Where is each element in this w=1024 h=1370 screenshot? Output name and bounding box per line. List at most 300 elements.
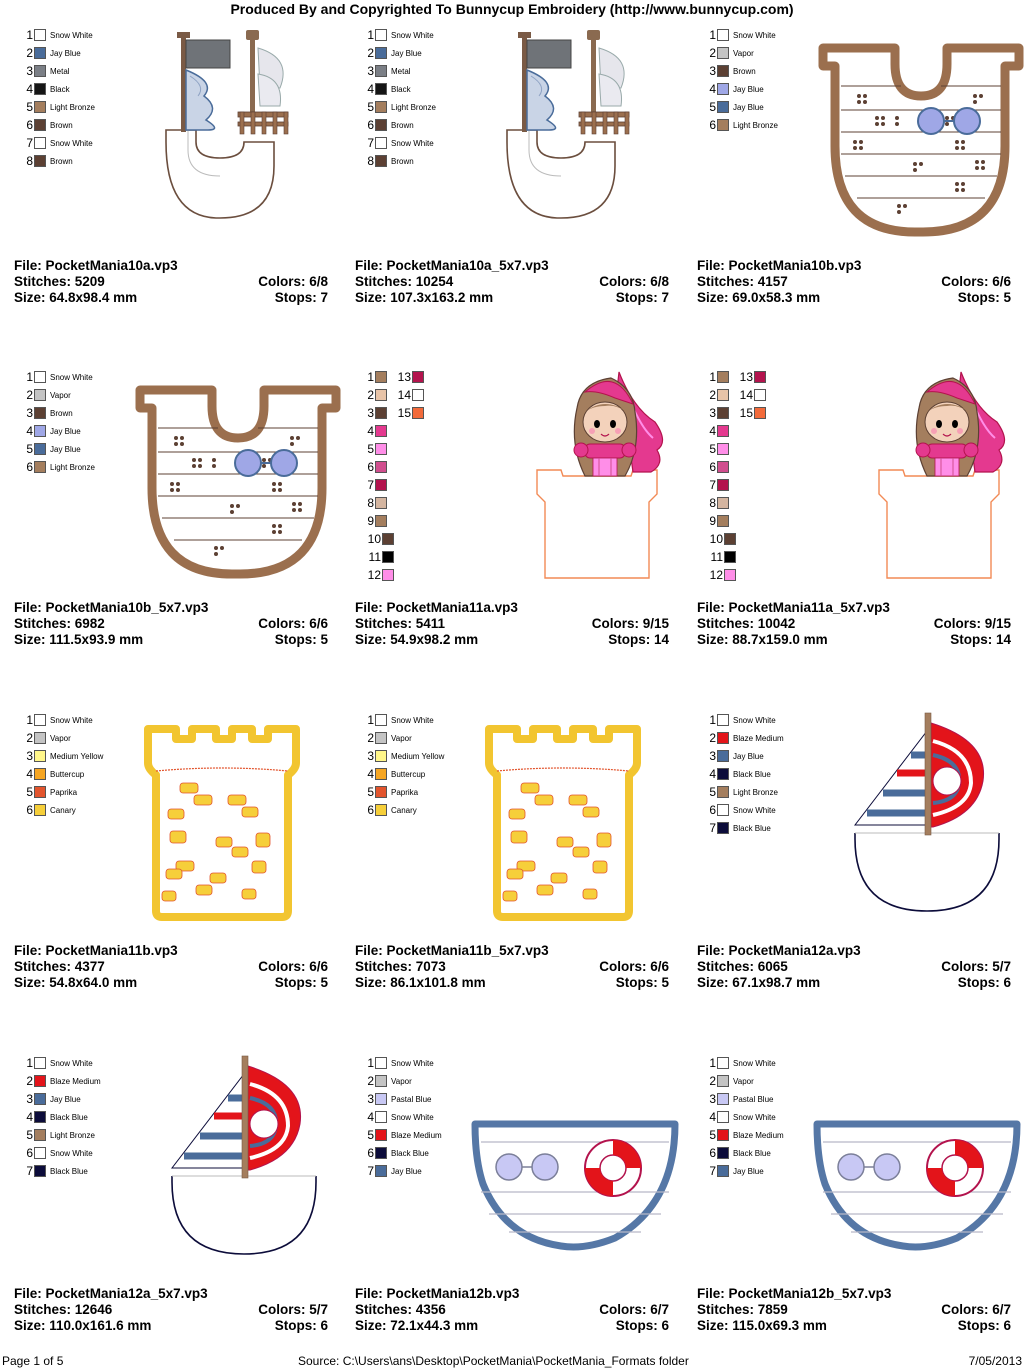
color-number: 9	[709, 514, 716, 528]
color-swatch	[717, 83, 729, 95]
stop-count: 5	[320, 975, 328, 990]
color-number: 13	[739, 370, 753, 384]
color-row	[20, 783, 103, 801]
design-size: 72.1x44.3 mm	[390, 1318, 479, 1333]
color-number: 5	[367, 1128, 374, 1142]
color-count: 6/7	[992, 1302, 1011, 1317]
file-name: PocketMania11b_5x7.vp3	[386, 943, 549, 958]
size-label: Size:	[355, 632, 391, 647]
color-swatch	[34, 1147, 46, 1159]
stops-label: Stops:	[957, 1318, 1004, 1333]
color-name: Brown	[50, 408, 73, 418]
color-number: 5	[709, 442, 716, 456]
color-number: 11	[368, 550, 381, 564]
file-label: File:	[14, 258, 46, 273]
color-number: 8	[367, 496, 374, 510]
stitch-count: 4377	[74, 959, 105, 974]
stitch-count: 7859	[757, 1302, 788, 1317]
color-row	[361, 80, 436, 98]
color-row	[703, 747, 784, 765]
color-swatch	[375, 1057, 387, 1069]
size-label: Size:	[355, 290, 391, 305]
design-info	[697, 1286, 1011, 1334]
stitch-count: 4157	[757, 274, 788, 289]
color-name: Black Blue	[733, 823, 771, 833]
color-name: Jay Blue	[50, 1094, 81, 1104]
colors-label: Colors:	[599, 274, 651, 289]
color-swatch	[754, 389, 766, 401]
color-number: 1	[367, 1056, 374, 1070]
color-count: 9/15	[642, 616, 669, 631]
color-row	[703, 98, 778, 116]
color-name: Snow White	[733, 715, 776, 725]
color-name: Buttercup	[391, 769, 426, 779]
color-name: Jay Blue	[391, 1166, 422, 1176]
color-swatch	[34, 768, 46, 780]
size-label: Size:	[14, 975, 50, 990]
color-name: Snow White	[391, 138, 434, 148]
file-name: PocketMania11a.vp3	[386, 600, 518, 615]
color-row	[361, 747, 444, 765]
colors-label: Colors:	[941, 959, 993, 974]
color-name: Snow White	[391, 1112, 434, 1122]
color-number: 4	[26, 767, 33, 781]
color-name: Vapor	[50, 390, 71, 400]
stops-label: Stops:	[615, 1318, 662, 1333]
color-swatch	[34, 47, 46, 59]
color-swatch	[375, 786, 387, 798]
size-label: Size:	[697, 975, 733, 990]
color-number: 10	[367, 532, 381, 546]
color-row	[361, 368, 428, 386]
file-label: File:	[355, 600, 387, 615]
color-name: Snow White	[50, 1058, 93, 1068]
color-row	[20, 368, 95, 386]
color-swatch	[375, 83, 387, 95]
color-swatch	[375, 515, 387, 527]
color-name: Canary	[391, 805, 417, 815]
color-name: Black	[391, 84, 411, 94]
color-name: Brown	[50, 156, 73, 166]
color-swatch	[375, 714, 387, 726]
stitch-count: 4356	[415, 1302, 446, 1317]
color-row	[703, 386, 770, 404]
color-row	[361, 1144, 442, 1162]
stops-label: Stops:	[615, 975, 662, 990]
design-card	[697, 685, 1024, 1025]
color-swatch	[34, 101, 46, 113]
design-artwork	[124, 368, 344, 588]
color-swatch	[375, 407, 387, 419]
color-number: 4	[709, 1110, 716, 1124]
size-label: Size:	[697, 1318, 733, 1333]
file-label: File:	[355, 943, 387, 958]
color-name: Black Blue	[391, 1148, 429, 1158]
stop-count: 5	[661, 975, 669, 990]
color-row	[20, 386, 95, 404]
design-artwork	[124, 26, 344, 246]
color-swatch	[375, 155, 387, 167]
color-number: 3	[709, 406, 716, 420]
color-name: Jay Blue	[733, 102, 764, 112]
source-path: Source: C:\Users\ans\Desktop\PocketMania\PocketMania_Formats folder	[298, 1354, 689, 1368]
color-name: Jay Blue	[733, 1166, 764, 1176]
color-row	[703, 1126, 784, 1144]
color-number: 2	[367, 388, 374, 402]
color-swatch	[717, 65, 729, 77]
color-number: 4	[367, 767, 374, 781]
color-row	[20, 1054, 101, 1072]
color-swatch	[382, 551, 394, 563]
design-size: 54.9x98.2 mm	[390, 632, 479, 647]
color-row	[703, 783, 784, 801]
color-name: Black Blue	[50, 1112, 88, 1122]
color-number: 3	[26, 1092, 33, 1106]
stop-count: 7	[320, 290, 328, 305]
color-swatch	[717, 768, 729, 780]
color-swatch	[34, 461, 46, 473]
color-row	[703, 1162, 784, 1180]
file-name: PocketMania12a.vp3	[728, 943, 861, 958]
colors-label: Colors:	[258, 959, 310, 974]
color-swatch	[375, 497, 387, 509]
color-row	[20, 747, 103, 765]
color-number: 7	[709, 1164, 716, 1178]
color-swatch	[34, 1075, 46, 1087]
color-row	[20, 98, 95, 116]
color-swatch	[34, 786, 46, 798]
color-swatch	[717, 714, 729, 726]
color-swatch	[717, 1075, 729, 1087]
color-name: Snow White	[50, 138, 93, 148]
size-label: Size:	[355, 1318, 391, 1333]
design-info	[355, 258, 669, 306]
stops-label: Stops:	[957, 290, 1004, 305]
design-info	[697, 600, 1011, 648]
color-row	[361, 476, 428, 494]
color-number: 7	[367, 136, 374, 150]
colors-label: Colors:	[941, 1302, 993, 1317]
design-info	[14, 943, 328, 991]
color-swatch	[717, 461, 729, 473]
color-number: 8	[26, 154, 33, 168]
stops-label: Stops:	[274, 632, 321, 647]
color-name: Vapor	[391, 733, 412, 743]
color-number: 3	[26, 64, 33, 78]
color-swatch	[724, 551, 736, 563]
colors-label: Colors:	[599, 1302, 651, 1317]
color-swatch	[34, 119, 46, 131]
file-label: File:	[697, 943, 729, 958]
color-count: 5/7	[992, 959, 1011, 974]
color-number: 3	[709, 64, 716, 78]
design-artwork	[807, 368, 1024, 588]
color-swatch	[717, 479, 729, 491]
color-swatch	[375, 65, 387, 77]
color-swatch	[375, 1147, 387, 1159]
color-number: 3	[709, 749, 716, 763]
design-info	[355, 943, 669, 991]
color-number: 3	[367, 64, 374, 78]
color-row	[20, 116, 95, 134]
design-card	[14, 0, 344, 340]
color-swatch	[34, 750, 46, 762]
color-swatch	[717, 750, 729, 762]
color-name: Black Blue	[733, 1148, 771, 1158]
color-name: Paprika	[50, 787, 78, 797]
color-number: 14	[397, 388, 411, 402]
color-row	[361, 494, 428, 512]
color-name: Jay Blue	[391, 48, 422, 58]
color-number: 8	[709, 496, 716, 510]
color-count: 6/8	[309, 274, 328, 289]
stops-label: Stops:	[957, 975, 1004, 990]
color-row	[361, 1108, 442, 1126]
stops-label: Stops:	[950, 632, 996, 647]
stop-count: 6	[661, 1318, 669, 1333]
design-size: 86.1x101.8 mm	[390, 975, 486, 990]
color-row	[20, 26, 95, 44]
color-swatch	[717, 101, 729, 113]
color-swatch	[375, 750, 387, 762]
stitch-count: 5209	[74, 274, 105, 289]
color-swatch	[34, 65, 46, 77]
size-label: Size:	[697, 290, 733, 305]
color-count: 6/6	[309, 616, 328, 631]
page-header: Produced By and Copyrighted To Bunnycup Embroidery (http://www.bunnycup.com)	[230, 1, 794, 17]
color-name: Black Blue	[50, 1166, 88, 1176]
print-date: 7/05/2013	[968, 1354, 1022, 1368]
color-number: 1	[709, 28, 716, 42]
design-info	[355, 1286, 669, 1334]
color-name: Snow White	[391, 715, 434, 725]
design-artwork	[465, 26, 685, 246]
design-size: 110.0x161.6 mm	[49, 1318, 152, 1333]
color-swatch	[717, 443, 729, 455]
color-number: 5	[26, 442, 33, 456]
stop-count: 6	[320, 1318, 328, 1333]
color-number: 7	[709, 821, 716, 835]
color-number: 1	[709, 370, 716, 384]
design-artwork	[124, 711, 344, 931]
color-swatch	[717, 497, 729, 509]
color-swatch	[375, 1111, 387, 1123]
color-name: Blaze Medium	[391, 1130, 442, 1140]
color-swatch	[34, 732, 46, 744]
color-name: Jay Blue	[50, 48, 81, 58]
color-name: Light Bronze	[50, 462, 95, 472]
color-number: 1	[26, 28, 33, 42]
color-name: Light Bronze	[50, 102, 95, 112]
color-palette	[703, 1054, 784, 1180]
color-swatch	[34, 371, 46, 383]
color-row	[361, 801, 444, 819]
design-info	[14, 258, 328, 306]
stitches-label: Stitches:	[355, 1302, 416, 1317]
color-row	[361, 783, 444, 801]
color-swatch	[34, 1111, 46, 1123]
color-swatch	[412, 371, 424, 383]
color-number: 6	[709, 460, 716, 474]
color-row	[20, 1072, 101, 1090]
color-swatch	[724, 533, 736, 545]
color-row	[361, 530, 428, 548]
stop-count: 14	[995, 632, 1011, 647]
color-number: 4	[709, 82, 716, 96]
stitch-count: 6065	[757, 959, 788, 974]
color-name: Snow White	[733, 1112, 776, 1122]
color-row	[703, 801, 784, 819]
color-number: 6	[26, 1146, 33, 1160]
color-swatch	[34, 407, 46, 419]
color-swatch	[724, 569, 736, 581]
colors-label: Colors:	[933, 616, 985, 631]
color-number: 12	[709, 568, 723, 582]
color-row	[361, 44, 436, 62]
color-name: Paprika	[391, 787, 419, 797]
color-swatch	[375, 768, 387, 780]
design-card	[355, 1028, 685, 1368]
color-name: Metal	[391, 66, 411, 76]
color-number: 6	[709, 1146, 716, 1160]
design-artwork	[124, 1054, 344, 1274]
color-count: 6/6	[309, 959, 328, 974]
color-swatch	[717, 119, 729, 131]
color-row	[703, 530, 770, 548]
color-row	[703, 458, 770, 476]
color-swatch	[375, 1075, 387, 1087]
color-row	[703, 1072, 784, 1090]
color-number: 12	[367, 568, 381, 582]
color-row	[703, 1090, 784, 1108]
color-palette	[703, 711, 784, 837]
color-number: 6	[367, 803, 374, 817]
color-row	[703, 26, 778, 44]
color-name: Snow White	[50, 715, 93, 725]
color-name: Jay Blue	[50, 426, 81, 436]
color-number: 5	[26, 1128, 33, 1142]
design-info	[697, 258, 1011, 306]
color-swatch	[717, 1129, 729, 1141]
color-row	[361, 26, 436, 44]
color-number: 6	[367, 460, 374, 474]
stops-label: Stops:	[274, 290, 321, 305]
color-row	[361, 404, 428, 422]
color-number: 7	[709, 478, 716, 492]
color-number: 13	[397, 370, 411, 384]
design-artwork	[807, 26, 1024, 246]
design-info	[697, 943, 1011, 991]
color-swatch	[717, 1057, 729, 1069]
color-row	[361, 116, 436, 134]
stitch-count: 7073	[415, 959, 446, 974]
color-name: Vapor	[733, 48, 754, 58]
stitches-label: Stitches:	[14, 1302, 75, 1317]
stitches-label: Stitches:	[355, 959, 416, 974]
file-label: File:	[14, 943, 46, 958]
color-row	[361, 765, 444, 783]
color-name: Jay Blue	[50, 444, 81, 454]
color-swatch	[375, 371, 387, 383]
design-card	[697, 1028, 1024, 1368]
color-number: 1	[709, 1056, 716, 1070]
design-artwork	[807, 711, 1024, 931]
color-number: 1	[367, 28, 374, 42]
size-label: Size:	[14, 1318, 50, 1333]
design-size: 88.7x159.0 mm	[732, 632, 828, 647]
color-swatch	[34, 137, 46, 149]
color-swatch	[717, 1111, 729, 1123]
stitch-count: 5411	[415, 616, 446, 631]
color-name: Snow White	[733, 30, 776, 40]
stitches-label: Stitches:	[14, 274, 75, 289]
color-row	[703, 729, 784, 747]
color-name: Brown	[50, 120, 73, 130]
file-name: PocketMania10a.vp3	[45, 258, 178, 273]
color-row	[20, 711, 103, 729]
design-size: 69.0x58.3 mm	[732, 290, 821, 305]
design-artwork	[465, 1054, 685, 1274]
color-row	[703, 512, 770, 530]
color-row	[361, 729, 444, 747]
file-name: PocketMania11a_5x7.vp3	[728, 600, 890, 615]
color-number: 3	[709, 1092, 716, 1106]
color-row	[361, 386, 428, 404]
color-name: Buttercup	[50, 769, 85, 779]
color-number: 4	[26, 424, 33, 438]
color-name: Medium Yellow	[50, 751, 104, 761]
color-row	[20, 458, 95, 476]
color-swatch	[375, 732, 387, 744]
color-swatch	[34, 29, 46, 41]
color-count: 9/15	[984, 616, 1011, 631]
color-swatch	[375, 389, 387, 401]
color-row	[20, 80, 95, 98]
color-row	[361, 512, 428, 530]
color-number: 15	[739, 406, 753, 420]
color-row	[20, 62, 95, 80]
color-row	[361, 1090, 442, 1108]
color-swatch	[34, 1057, 46, 1069]
color-row	[361, 566, 428, 584]
color-row	[361, 1162, 442, 1180]
color-row	[361, 1126, 442, 1144]
color-number: 8	[367, 154, 374, 168]
color-row	[20, 801, 103, 819]
color-swatch	[717, 407, 729, 419]
colors-label: Colors:	[258, 616, 310, 631]
color-number: 5	[26, 785, 33, 799]
color-swatch	[754, 407, 766, 419]
color-row	[703, 404, 770, 422]
color-row	[703, 440, 770, 458]
color-swatch	[375, 443, 387, 455]
design-card	[697, 342, 1024, 682]
color-name: Light Bronze	[733, 787, 778, 797]
color-name: Light Bronze	[391, 102, 436, 112]
color-number: 4	[26, 1110, 33, 1124]
color-name: Medium Yellow	[391, 751, 445, 761]
color-row	[361, 711, 444, 729]
color-row	[361, 1072, 442, 1090]
color-number: 1	[367, 370, 374, 384]
color-row	[20, 1090, 101, 1108]
file-name: PocketMania11b.vp3	[45, 943, 178, 958]
color-swatch	[717, 515, 729, 527]
color-number: 1	[26, 713, 33, 727]
color-name: Light Bronze	[733, 120, 778, 130]
file-label: File:	[14, 600, 46, 615]
